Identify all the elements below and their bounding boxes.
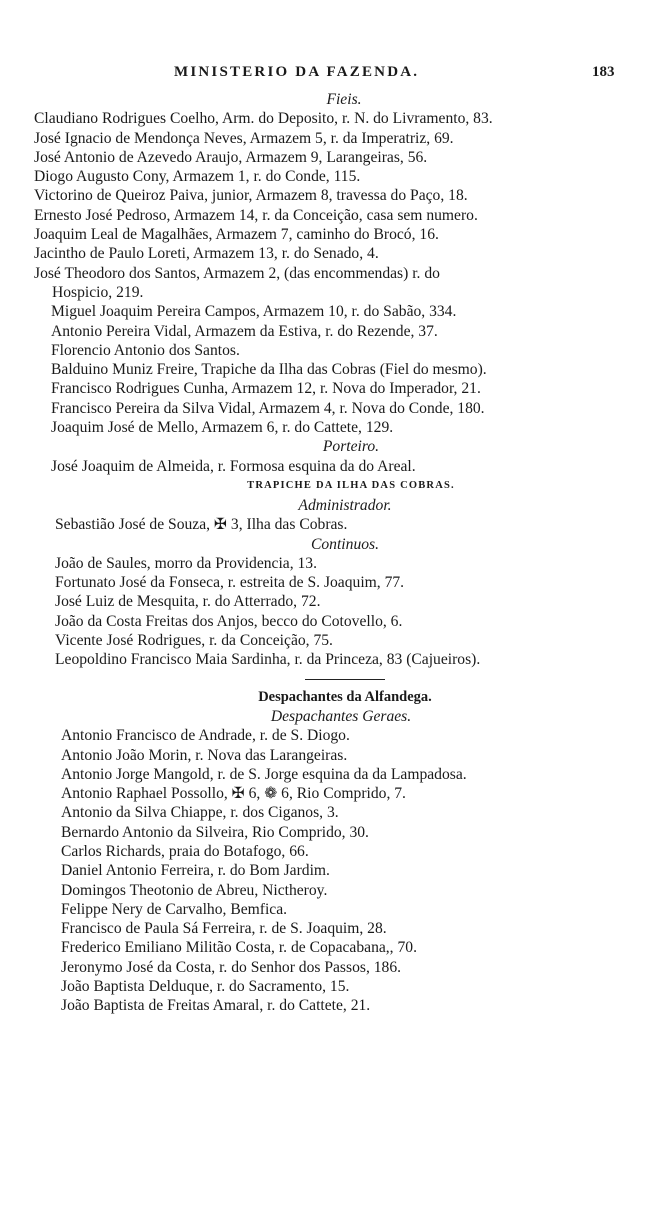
despachante-entry: Antonio da Silva Chiappe, r. dos Ciganos, 3. — [61, 804, 339, 822]
porteiro-entry-list — [51, 457, 651, 476]
fieis-entry: Diogo Augusto Cony, Armazem 1, r. do Conde, 115. — [34, 168, 361, 186]
despachante-entry: João Baptista de Freitas Amaral, r. do Cattete, 21. — [61, 997, 371, 1015]
despachante-entry: Francisco de Paula Sá Ferreira, r. de S. Joaquim, 28. — [61, 920, 387, 938]
continuo-entry: Fortunato José da Fonseca, r. estreita de S. Joaquim, 77. — [55, 574, 405, 592]
page-number: 183 — [592, 64, 615, 80]
fieis-block-a — [34, 90, 654, 302]
entry-continuation: Hospicio, 219. — [52, 283, 144, 301]
despachante-entry: Antonio Francisco de Andrade, r. de S. Diogo. — [61, 727, 350, 745]
fieis-entry: Claudiano Rodrigues Coelho, Arm. do Deposito, r. N. do Livramento, 83. — [34, 110, 493, 128]
despachante-entry: Domingos Theotonio de Abreu, Nictheroy. — [61, 881, 328, 899]
fieis-entry: Jacintho de Paulo Loreti, Armazem 13, r. do Senado, 4. — [34, 245, 379, 263]
despachantes-section-title: Despachantes da Alfandega. — [258, 688, 432, 705]
administrador-heading: Administrador. — [298, 496, 392, 514]
fieis-block-b — [51, 302, 651, 494]
fieis-entry: José Antonio de Azevedo Araujo, Armazem 9, Larangeiras, 56. — [34, 148, 428, 166]
administrador-entry: Sebastião José de Souza, ✠ 3, Ilha das Cobras. — [55, 516, 348, 534]
page-header-title: MINISTERIO DA FAZENDA. — [174, 64, 420, 80]
page-body — [0, 90, 672, 1016]
continuo-entry: Leopoldino Francisco Maia Sardinha, r. da Princeza, 83 (Cajueiros). — [55, 651, 481, 669]
fieis-entry-list — [51, 302, 651, 437]
continuo-entry: João de Saules, morro da Providencia, 13. — [55, 554, 318, 572]
despachante-entry-list — [61, 726, 621, 1015]
trapiche-block — [55, 496, 635, 707]
fieis-entry: José Theodoro dos Santos, Armazem 2, (das encommendas) r. do — [34, 264, 440, 282]
despachante-entry: Carlos Richards, praia do Botafogo, 66. — [61, 842, 309, 860]
continuo-entry: José Luiz de Mesquita, r. do Atterrado, 72. — [55, 593, 321, 611]
fieis-entry: Balduino Muniz Freire, Trapiche da Ilha das Cobras (Fiel do mesmo). — [51, 361, 487, 379]
despachantes-geraes-heading: Despachantes Geraes. — [270, 707, 412, 725]
fieis-entry: Florencio Antonio dos Santos. — [51, 341, 240, 359]
despachante-entry: Bernardo Antonio da Silveira, Rio Comprido, 30. — [61, 823, 369, 841]
despachante-entry: Antonio João Morin, r. Nova das Larangeiras. — [61, 746, 348, 764]
despachantes-block — [61, 707, 621, 1016]
trapiche-section-title: TRAPICHE DA ILHA DAS COBRAS. — [247, 479, 455, 491]
fieis-entry: Francisco Pereira da Silva Vidal, Armazem 4, r. Nova do Conde, 180. — [51, 399, 485, 417]
fieis-entry: Ernesto José Pedroso, Armazem 14, r. da Conceição, casa sem numero. — [34, 206, 478, 224]
fieis-entry: Victorino de Queiroz Paiva, junior, Armazem 8, travessa do Paço, 18. — [34, 187, 468, 205]
fieis-heading: Fieis. — [326, 91, 362, 108]
despachante-entry: João Baptista Delduque, r. do Sacramento, 15. — [61, 978, 350, 996]
despachante-entry: Jeronymo José da Costa, r. do Senhor dos Passos, 186. — [61, 958, 402, 976]
continuo-entry: Vicente José Rodrigues, r. da Conceição, 75. — [55, 632, 333, 650]
fieis-entry: Miguel Joaquim Pereira Campos, Armazem 10, r. do Sabão, 334. — [51, 303, 457, 321]
despachante-entry: Antonio Raphael Possollo, ✠ 6, ❁ 6, Rio Comprido, 7. — [61, 785, 406, 803]
fieis-entry: José Ignacio de Mendonça Neves, Armazem 5, r. da Imperatriz, 69. — [34, 129, 454, 147]
despachante-entry: Daniel Antonio Ferreira, r. do Bom Jardim. — [61, 862, 330, 880]
fieis-entry: Francisco Rodrigues Cunha, Armazem 12, r. Nova do Imperador, 21. — [51, 380, 481, 398]
despachante-entry: Felippe Nery de Carvalho, Bemfica. — [61, 900, 288, 918]
fieis-entry-list — [34, 109, 654, 283]
continuo-entry-list — [55, 554, 635, 670]
continuo-entry: João da Costa Freitas dos Anjos, becco do Cotovello, 6. — [55, 612, 403, 630]
fieis-entry: Joaquim José de Mello, Armazem 6, r. do Cattete, 129. — [51, 419, 394, 437]
running-header — [0, 64, 672, 86]
section-divider — [305, 679, 385, 680]
administrador-entry-list — [55, 515, 635, 534]
fieis-entry: Antonio Pereira Vidal, Armazem da Estiva, r. do Rezende, 37. — [51, 322, 438, 340]
despachante-entry: Frederico Emiliano Militão Costa, r. de Copacabana,, 70. — [61, 939, 417, 957]
continuos-heading: Continuos. — [310, 535, 380, 553]
fieis-entry: Joaquim Leal de Magalhães, Armazem 7, caminho do Brocó, 16. — [34, 226, 439, 244]
porteiro-entry: José Joaquim de Almeida, r. Formosa esquina da do Areal. — [51, 457, 416, 475]
porteiro-heading: Porteiro. — [322, 438, 380, 456]
despachante-entry: Antonio Jorge Mangold, r. de S. Jorge esquina da da Lampadosa. — [61, 765, 467, 783]
